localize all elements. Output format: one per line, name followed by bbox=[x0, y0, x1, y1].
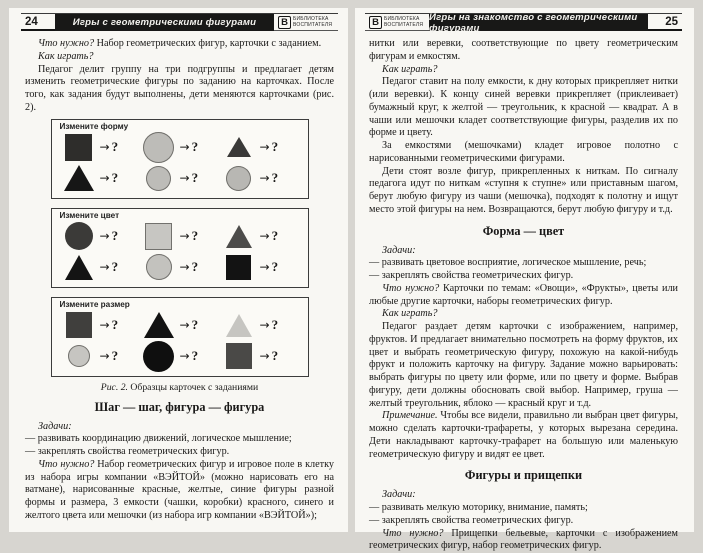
logo-line2: ВОСПИТАТЕЛЯ bbox=[293, 22, 332, 28]
question-mark: ? bbox=[112, 259, 119, 275]
card-row bbox=[60, 341, 300, 372]
arrow-icon: → bbox=[260, 230, 270, 242]
logo-line1: БИБЛИОТЕКА bbox=[384, 16, 423, 22]
card-cell bbox=[140, 341, 220, 372]
question-mark: ? bbox=[112, 228, 119, 244]
circle-shape-icon bbox=[143, 341, 174, 372]
right-page-header bbox=[365, 13, 682, 31]
question-mark: ? bbox=[192, 317, 199, 333]
square-shape-icon bbox=[226, 343, 252, 369]
paragraph-what-needed-2: Что нужно? Набор геометрических фигур и игровое поле в клетку из набора игры компании «ВЭЙТОЙ» (можно нарисовать его на ватмане), нарисованные красные, желтые, синие фигуры разной формы и размера, 3 емкости (чашки, коробки) красного, синего и желтого цвета или мешочки (из набора игр компании «ВЭЙТОЙ»); bbox=[25, 459, 334, 523]
paragraph-game-description: Педагог раздает детям карточки с изображением, например, фруктов. И предлагает внимательно посмотреть на форму фруктов, их цвет и выбрать геометрическую фигуру, похожую на какой-нибудь фрукт и положить карточку на фигуру. Задание можно варьировать: выбрать фигуры по цвету или форме, или по цвету и форме. Выбрав фигуру, дети должны обосновать свой выбор. Например, груша — желтый треугольник, яблоко — красный круг и т.д. bbox=[369, 321, 678, 410]
card-cell bbox=[220, 341, 300, 372]
paragraph-how-to-play: Как играть? bbox=[369, 308, 678, 321]
card-cell bbox=[220, 132, 300, 163]
task-item: — развивать мелкую моторику, внимание, память; bbox=[369, 502, 678, 515]
tasks-label: Задачи: bbox=[369, 245, 678, 258]
card-cell bbox=[220, 310, 300, 341]
arrow-icon: → bbox=[180, 261, 190, 273]
circle-shape-icon bbox=[226, 166, 251, 191]
arrow-icon: → bbox=[180, 141, 190, 153]
arrow-icon: → bbox=[260, 319, 270, 331]
arrow-icon: → bbox=[260, 172, 270, 184]
card-row bbox=[60, 163, 300, 194]
task-card bbox=[51, 119, 309, 199]
task-item: — закреплять свойства геометрических фигур. bbox=[25, 446, 334, 459]
chapter-title-right: Игры на знакомство с геометрическими фигурами bbox=[429, 14, 648, 31]
publisher-logo bbox=[365, 14, 429, 31]
card-cell bbox=[60, 132, 140, 163]
square-shape-icon bbox=[65, 134, 92, 161]
left-page-header bbox=[21, 13, 338, 31]
arrow-icon: → bbox=[100, 141, 110, 153]
task-card bbox=[51, 208, 309, 288]
card-cell bbox=[220, 221, 300, 252]
arrow-icon: → bbox=[100, 350, 110, 362]
paragraph-how-to-play: Как играть? bbox=[369, 64, 678, 77]
question-mark: ? bbox=[272, 259, 279, 275]
paragraph-what-needed: Что нужно? Прищепки бельевые, карточки с изображением геометрических фигур, набор геометрических фигур. bbox=[369, 528, 678, 553]
arrow-icon: → bbox=[100, 261, 110, 273]
question-mark: ? bbox=[192, 348, 199, 364]
card-row bbox=[60, 310, 300, 341]
arrow-icon: → bbox=[100, 230, 110, 242]
question-mark: ? bbox=[112, 317, 119, 333]
card-cell bbox=[220, 163, 300, 194]
card-cell bbox=[140, 163, 220, 194]
page-24 bbox=[9, 8, 348, 532]
arrow-icon: → bbox=[100, 319, 110, 331]
triangle-shape-icon bbox=[226, 314, 252, 337]
question-mark: ? bbox=[112, 348, 119, 364]
card-cell bbox=[60, 163, 140, 194]
card-label: Измените размер bbox=[60, 300, 300, 309]
question-mark: ? bbox=[272, 348, 279, 364]
card-label: Измените форму bbox=[60, 122, 300, 131]
logo-line2: ВОСПИТАТЕЛЯ bbox=[384, 22, 423, 28]
question-mark: ? bbox=[272, 139, 279, 155]
task-item: — развивать цветовое восприятие, логическое мышление, речь; bbox=[369, 257, 678, 270]
question-mark: ? bbox=[192, 259, 199, 275]
page-25 bbox=[355, 8, 694, 532]
arrow-icon: → bbox=[180, 350, 190, 362]
paragraph-game-setup: Педагог ставит на полу емкости, к дну которых прикрепляет нитки (или веревки). К концу синей веревки прикрепляет (приклеивает) бумажный круг, к желтой — треугольник, к красной — квадрат. А в чаши или мешочки кладет соответствующие фигуры, разделив их по форме и цвету. bbox=[369, 76, 678, 140]
card-cell bbox=[140, 221, 220, 252]
card-cell bbox=[140, 132, 220, 163]
task-card bbox=[51, 297, 309, 377]
paragraph-children: Дети стоят возле фигур, прикрепленных к ниткам. По сигналу педагога идут по ниткам «ступня к ступне» или приставным шагом, берут любую фигуру из чаши (мешочка), подходят к полотну и ищут место этой фигуры на нем. Возвращаются, берут любую фигуру и т.д. bbox=[369, 166, 678, 217]
logo-text bbox=[384, 16, 423, 28]
paragraph-what-needed: Что нужно? Карточки по темам: «Овощи», «Фрукты», цветы или любые другие карточки, наборы геометрических фигур. bbox=[369, 283, 678, 309]
triangle-shape-icon bbox=[64, 165, 94, 191]
square-shape-icon bbox=[145, 223, 172, 250]
paragraph-how-to-play: Как играть? bbox=[25, 51, 334, 64]
card-cell bbox=[60, 341, 140, 372]
square-shape-icon bbox=[66, 312, 92, 338]
circle-shape-icon bbox=[146, 254, 172, 280]
card-cell bbox=[220, 252, 300, 283]
card-row bbox=[60, 252, 300, 283]
card-cell bbox=[140, 310, 220, 341]
paragraph-canvas: За емкостями (мешочками) кладет игровое полотно с нарисованными геометрическими фигурами. bbox=[369, 140, 678, 166]
circle-shape-icon bbox=[68, 345, 90, 367]
question-mark: ? bbox=[112, 170, 119, 186]
paragraph-continuation: нитки или веревки, соответствующие по цвету геометрическим фигурам и емкостям. bbox=[369, 38, 678, 64]
triangle-shape-icon bbox=[65, 255, 93, 280]
card-cell bbox=[60, 221, 140, 252]
logo-letter-icon: В bbox=[369, 16, 382, 29]
task-item: — развивать координацию движений, логическое мышление; bbox=[25, 433, 334, 446]
task-item: — закреплять свойства геометрических фигур. bbox=[369, 270, 678, 283]
question-mark: ? bbox=[272, 228, 279, 244]
circle-shape-icon bbox=[143, 132, 174, 163]
question-mark: ? bbox=[112, 139, 119, 155]
publisher-logo bbox=[274, 14, 338, 31]
figure-caption: Рис. 2. Образцы карточек с заданиями bbox=[25, 382, 334, 393]
question-mark: ? bbox=[192, 170, 199, 186]
section-heading-step: Шаг — шаг, фигура — фигура bbox=[25, 400, 334, 415]
circle-shape-icon bbox=[146, 166, 171, 191]
paragraph-intro: Педагог делит группу на три подгруппы и предлагает детям изменить геометрические фигуры по заданию на карточках. После того, как задания будут выполнены, дети меняются карточками (рис. 2). bbox=[25, 64, 334, 115]
logo-letter-icon: В bbox=[278, 16, 291, 29]
triangle-shape-icon bbox=[226, 225, 252, 248]
question-mark: ? bbox=[192, 228, 199, 244]
arrow-icon: → bbox=[100, 172, 110, 184]
logo-line1: БИБЛИОТЕКА bbox=[293, 16, 332, 22]
card-cell bbox=[60, 252, 140, 283]
question-mark: ? bbox=[272, 170, 279, 186]
page-number-right: 25 bbox=[648, 14, 682, 31]
arrow-icon: → bbox=[260, 141, 270, 153]
square-shape-icon bbox=[226, 255, 251, 280]
paragraph-what-needed: Что нужно? Набор геометрических фигур, карточки с заданием. bbox=[25, 38, 334, 51]
chapter-title-left: Игры с геометрическими фигурами bbox=[55, 14, 274, 31]
arrow-icon: → bbox=[180, 230, 190, 242]
arrow-icon: → bbox=[260, 261, 270, 273]
arrow-icon: → bbox=[180, 172, 190, 184]
paragraph-note: Примечание. Чтобы все видели, правильно ли выбран цвет фигуры, можно сделать карточки-трафареты, у которых вырезана середина. Дети накладывают карточку-трафарет на большую или маленькую геометрическую фигуру и видят ее цвет. bbox=[369, 410, 678, 461]
card-cell bbox=[60, 310, 140, 341]
logo-text bbox=[293, 16, 332, 28]
triangle-shape-icon bbox=[227, 137, 251, 157]
question-mark: ? bbox=[272, 317, 279, 333]
triangle-shape-icon bbox=[144, 312, 174, 338]
section-heading-form-color: Форма — цвет bbox=[369, 224, 678, 239]
card-cell bbox=[140, 252, 220, 283]
figure-task-cards bbox=[51, 119, 309, 377]
tasks-label: Задачи: bbox=[25, 421, 334, 434]
section-heading-clips: Фигуры и прищепки bbox=[369, 468, 678, 483]
arrow-icon: → bbox=[260, 350, 270, 362]
tasks-label: Задачи: bbox=[369, 489, 678, 502]
card-label: Измените цвет bbox=[60, 211, 300, 220]
card-row bbox=[60, 132, 300, 163]
task-item: — закреплять свойства геометрических фигур. bbox=[369, 515, 678, 528]
arrow-icon: → bbox=[180, 319, 190, 331]
page-number-left: 24 bbox=[21, 14, 55, 31]
question-mark: ? bbox=[192, 139, 199, 155]
card-row bbox=[60, 221, 300, 252]
circle-shape-icon bbox=[65, 222, 93, 250]
